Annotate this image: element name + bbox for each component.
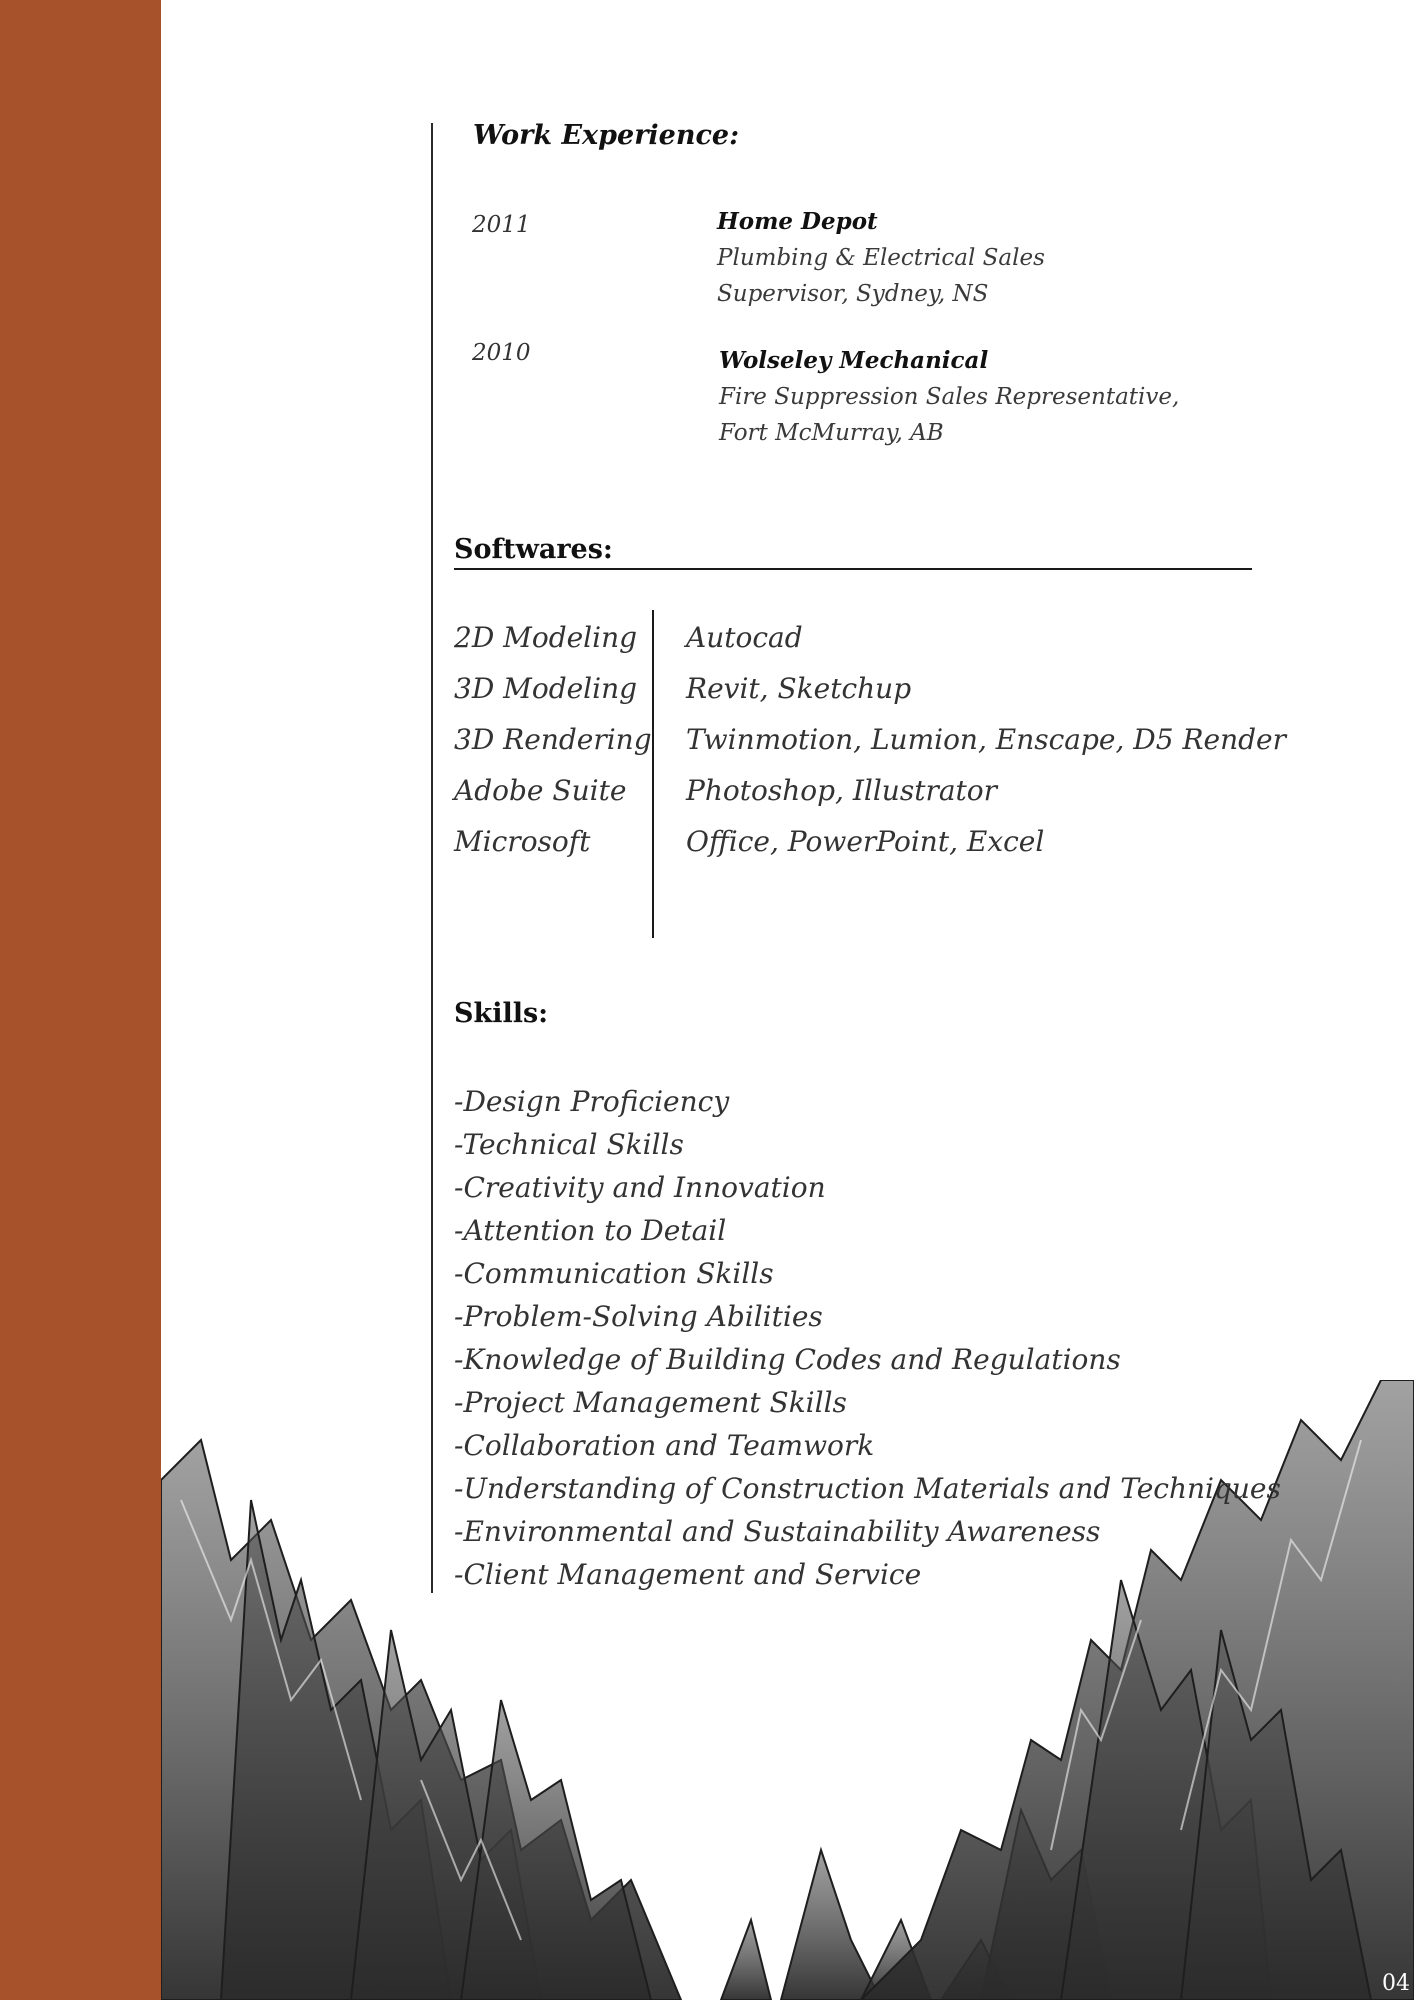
job-year: 2011: [472, 212, 531, 238]
job-company: Home Depot: [717, 208, 878, 235]
software-tools: Revit, Sketchup: [686, 672, 912, 705]
software-category: 3D Modeling: [454, 672, 638, 705]
software-category: Adobe Suite: [454, 774, 627, 807]
job-detail-line: Fort McMurray, AB: [719, 420, 944, 446]
skill-item: -Understanding of Construction Materials and Techniques: [454, 1472, 1281, 1505]
work-experience-heading: Work Experience:: [473, 120, 740, 151]
software-divider: [652, 610, 654, 938]
skills-heading: Skills:: [454, 998, 549, 1029]
job-detail-line: Supervisor, Sydney, NS: [717, 281, 989, 307]
job-entry: [719, 343, 1179, 451]
software-tools: Twinmotion, Lumion, Enscape, D5 Render: [686, 723, 1287, 756]
job-entry: [717, 204, 1045, 312]
skill-item: -Attention to Detail: [454, 1214, 727, 1247]
left-timeline-rule: [431, 123, 433, 1593]
skill-item: -Knowledge of Building Codes and Regulations: [454, 1343, 1121, 1376]
skill-item: -Project Management Skills: [454, 1386, 847, 1419]
job-company: Wolseley Mechanical: [719, 347, 989, 374]
software-tools: Autocad: [686, 621, 803, 654]
skill-item: -Technical Skills: [454, 1128, 684, 1161]
software-category-list: [454, 612, 652, 867]
skill-item: -Problem-Solving Abilities: [454, 1300, 823, 1333]
job-detail-line: Plumbing & Electrical Sales: [717, 245, 1045, 271]
software-category: 3D Rendering: [454, 723, 652, 756]
skill-item: -Design Proficiency: [454, 1085, 730, 1118]
software-category: 2D Modeling: [454, 621, 638, 654]
job-detail-line: Fire Suppression Sales Representative,: [719, 384, 1180, 410]
skills-list: [454, 1080, 1281, 1596]
skill-item: -Client Management and Service: [454, 1558, 922, 1591]
software-tools-list: [686, 612, 1286, 867]
sidebar-band: [0, 0, 161, 2000]
software-category: Microsoft: [454, 825, 591, 858]
software-tools: Office, PowerPoint, Excel: [686, 825, 1045, 858]
softwares-heading: Softwares:: [454, 534, 613, 565]
softwares-underline: [454, 568, 1252, 570]
skill-item: -Creativity and Innovation: [454, 1171, 826, 1204]
job-year: 2010: [472, 340, 531, 366]
software-tools: Photoshop, Illustrator: [686, 774, 998, 807]
skill-item: -Collaboration and Teamwork: [454, 1429, 875, 1462]
skill-item: -Communication Skills: [454, 1257, 774, 1290]
skill-item: -Environmental and Sustainability Awareness: [454, 1515, 1101, 1548]
page-number: 04: [1382, 1971, 1410, 1996]
